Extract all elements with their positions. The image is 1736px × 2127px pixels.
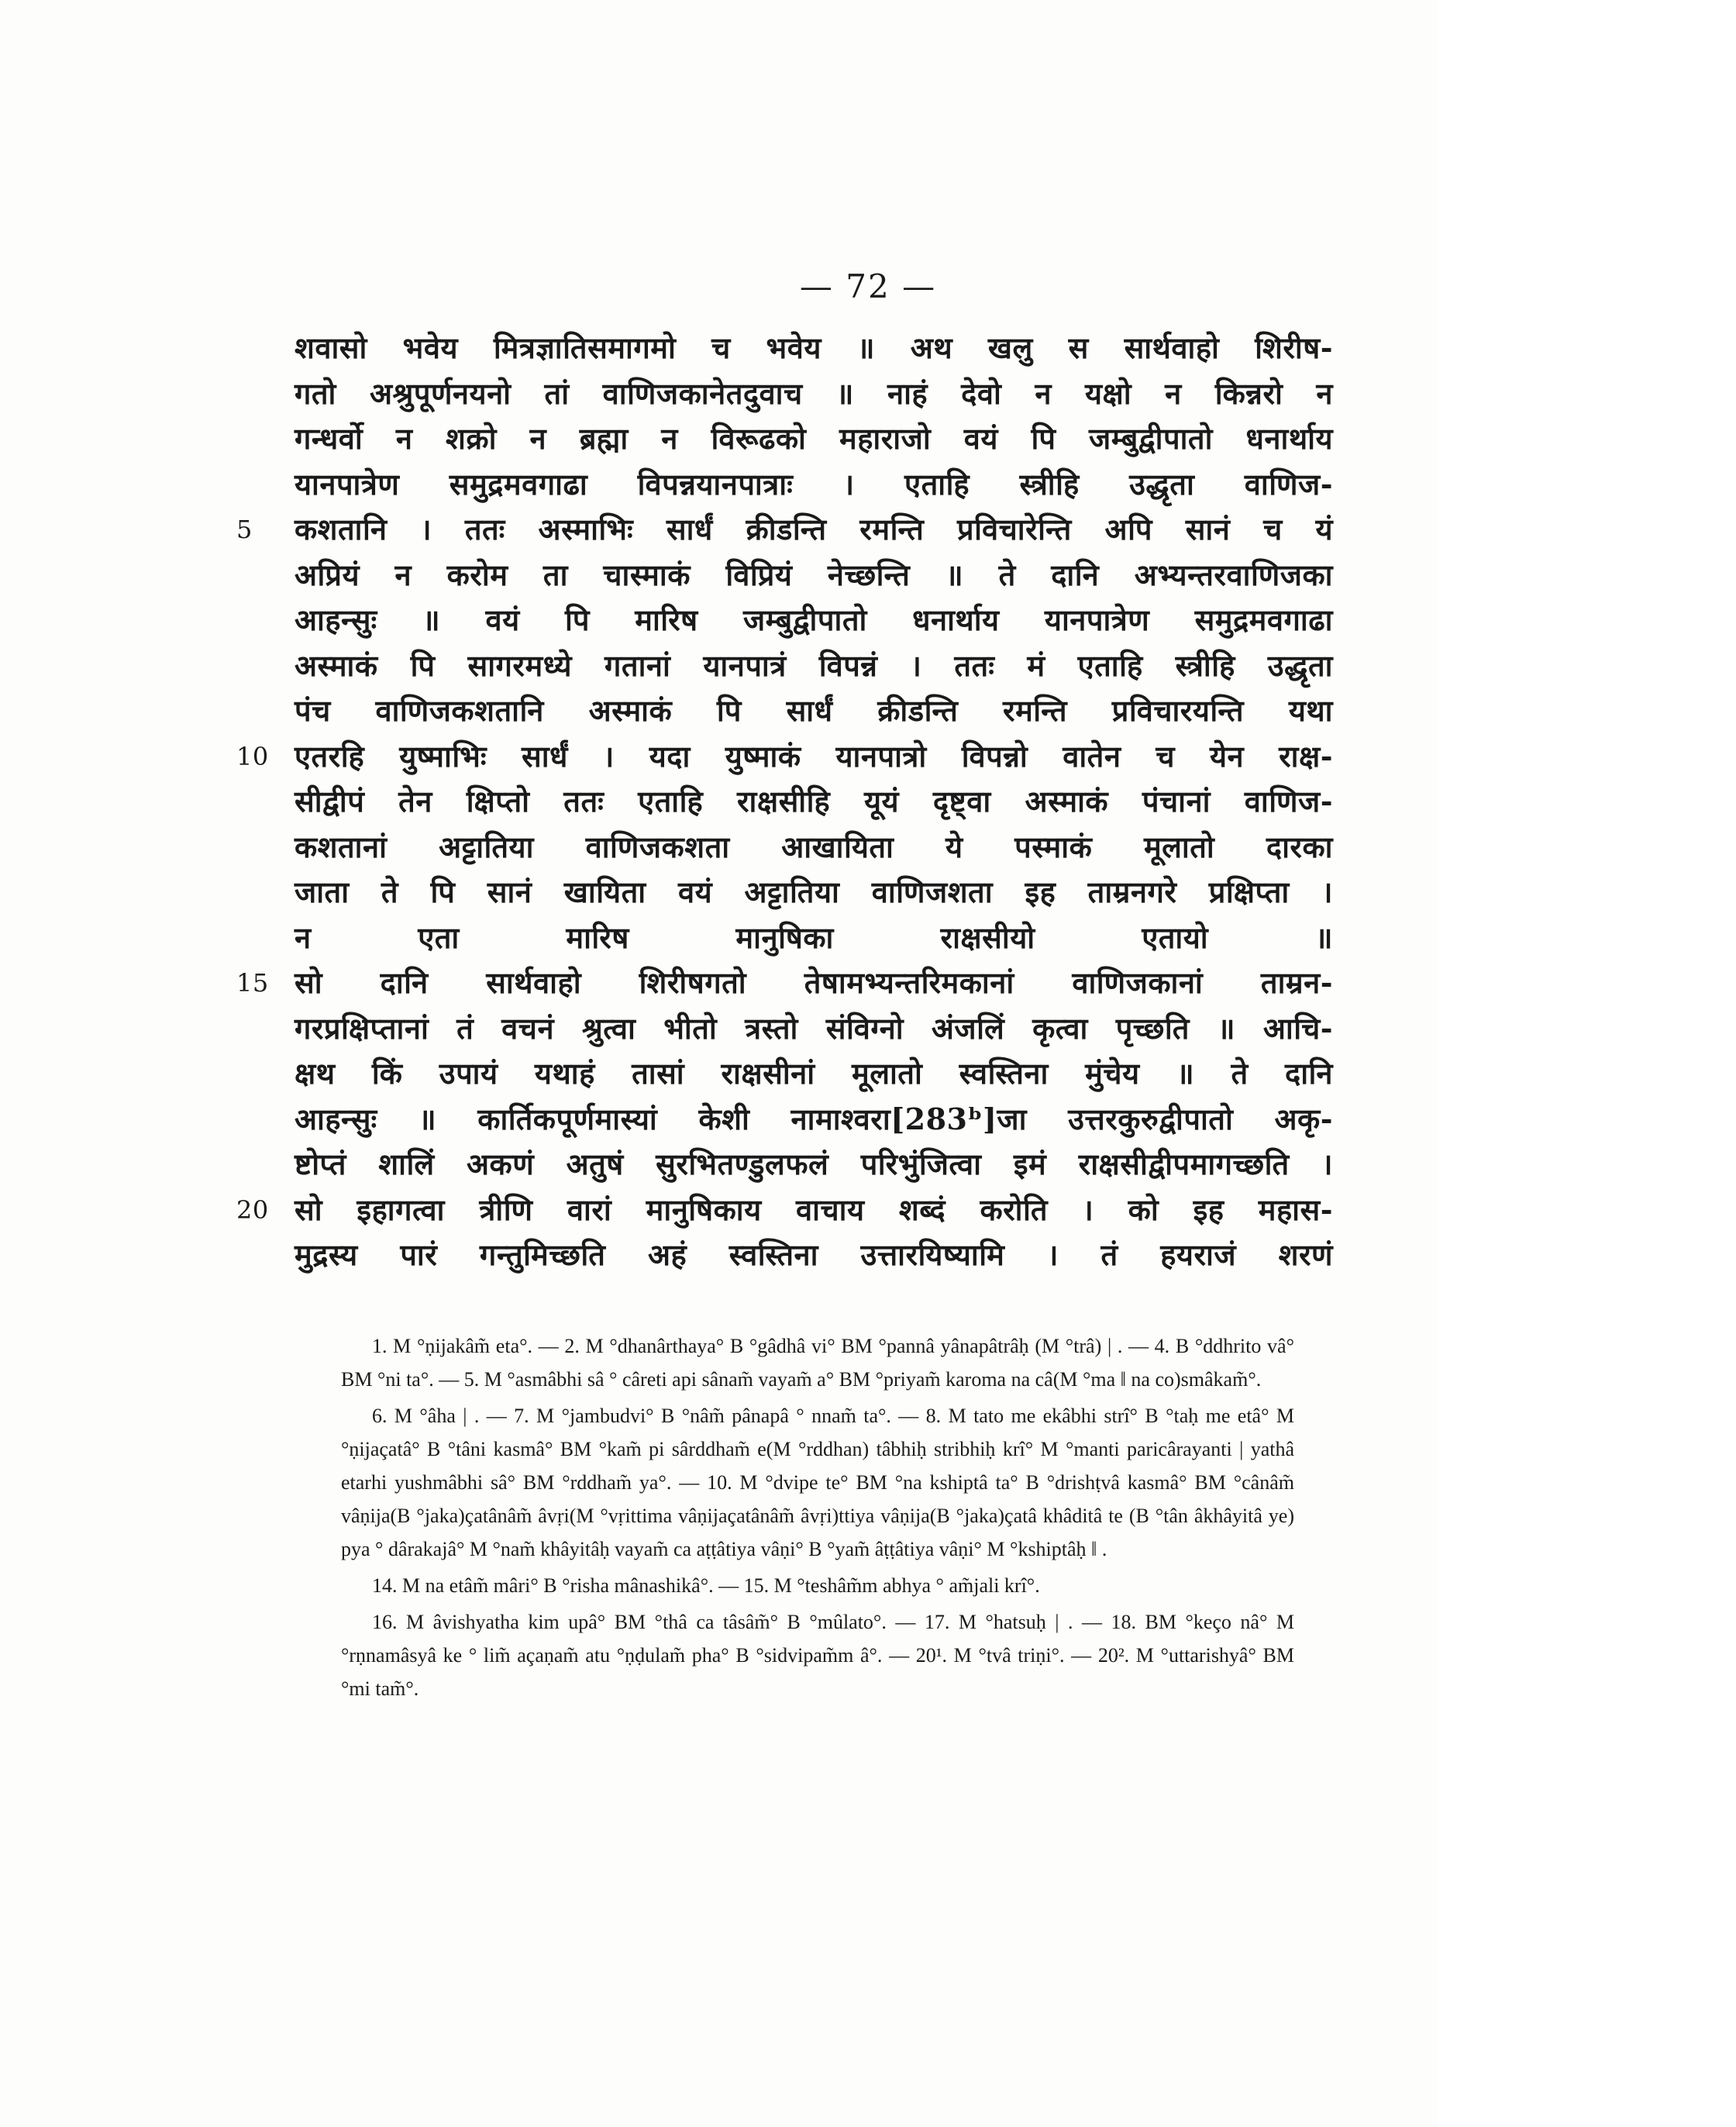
text-line [294,416,1333,462]
text-line [294,825,1333,870]
text-line [294,779,1333,825]
text-line [294,1006,1333,1052]
line-text: क्षथ किं उपायं यथाहं तासां राक्षसीनां मूलातो स्वस्तिना मुंचेय ॥ ते दानि [294,1056,1333,1091]
text-line [294,1097,1333,1143]
text-line [294,598,1333,643]
text-line [294,870,1333,915]
footnote-paragraph: 16. M âvishyatha kim upâ° BM °thâ ca tâsâm̃° B °mûlato°. — 17. M °hatsuḥ | . — 18. BM °keço nâ° M °rṇnamâsyâ ke ° lim̃ açaṇam̃ atu °ṇḍulam̃ pha° B °sidvipam̃m â°. — 20¹. M °tvâ triṇi°. — 20². M °uttarishyâ° BM °mi tam̃°. [341,1611,1294,1700]
line-text: जाता ते पि सानं खायिता वयं अट्टातिया वाणिजशता इह ताम्रनगरे प्रक्षिप्ता । [294,874,1333,909]
line-text: पंच वाणिजकशतानि अस्माकं पि सार्धं क्रीडन्ति रमन्ति प्रविचारयन्ति यथा [294,693,1333,728]
text-line [294,643,1333,689]
text-line [236,960,1333,1006]
footnote-paragraph: 1. M °ṇijakâm̃ eta°. — 2. M °dhanârthaya° B °gâdhâ vi° BM °pannâ yânapâtrâḥ (M °trâ) | . — 4. B °ddhrito vâ° BM °ni ta°. — 5. M °asmâbhi sâ ° câreti api sânam̃ vayam̃ a° BM °priyam̃ karoma na câ(M °ma ‖ na co)smâkam̃°. [341,1335,1294,1391]
line-text: एतरहि युष्माभिः सार्धं । यदा युष्माकं यानपात्रो विपन्नो वातेन च येन राक्ष- [294,738,1333,774]
line-text: न एता मारिष मानुषिका राक्षसीयो एतायो ॥ [294,919,1333,955]
text-line [294,371,1333,417]
page-number: — 72 — [799,267,937,305]
line-text: सो दानि सार्थवाहो शिरीषगतो तेषामभ्यन्तरिमकानां वाणिजकानां ताम्रन- [294,965,1333,1000]
text-line [294,688,1333,734]
footnote-paragraph: 6. M °âha | . — 7. M °jambudvi° B °nâm̃ pânapâ ° nnam̃ ta°. — 8. M tato me ekâbhi strî° B °taḥ me etâ° M °ṇijaçatâ° B °tâni kasmâ° BM °kam̃ pi sârddham̃ e(M °rddhan) tâbhiḥ stribhiḥ krî° M °manti paricârayanti | yathâ etarhi yushmâbhi sâ° BM °rddham̃ ya°. — 10. M °dvipe te° BM °na kshiptâ ta° B °drishṭvâ kasmâ° BM °cânâm̃ vâṇija(B °jaka)çatânâm̃ âvṛi(M °vṛittima vâṇijaçatânâm̃ âvṛi)ttiya vâṇija(B °jaka)çatâ khâditâ te (B °tân âkhâyitâ ye) pya ° dârakajâ° M °nam̃ khâyitâḥ vayam̃ ca aṭṭâtiya vâṇi° B °yam̃ âṭṭâtiya vâṇi° M °kshiptâḥ ‖ . [341,1405,1294,1560]
text-line [294,462,1333,508]
text-line [236,734,1333,780]
text-line [236,507,1333,553]
footnote-paragraph: 14. M na etâm̃ mâri° B °risha mânashikâ°. — 15. M °teshâm̃m abhya ° am̃jali krî°. [372,1574,1040,1597]
text-line [294,1232,1333,1278]
line-text: मुद्रस्य पारं गन्तुमिच्छति अहं स्वस्तिना उत्तारयिष्यामि । तं हयराजं शरणं [294,1237,1333,1272]
line-text: अस्माकं पि सागरमध्ये गतानां यानपात्रं विपन्नं । ततः मं एताहि स्त्रीहि उद्धृता [294,647,1333,683]
line-text: आहन्सुः ॥ कार्तिकपूर्णमास्यां केशी नामाश्वरा[283ᵇ]जा उत्तरकुरुद्वीपातो अकृ- [294,1101,1333,1136]
line-number: 10 [236,741,269,771]
line-number: 15 [236,968,269,998]
line-text: गतो अश्रुपूर्णनयनो तां वाणिजकानेतदुवाच ॥ नाहं देवो न यक्षो न किन्नरो न [294,375,1333,411]
text-line [294,1142,1333,1188]
footnotes-block [341,1329,1294,1708]
line-text: कशतानि । ततः अस्माभिः सार्धं क्रीडन्ति रमन्ति प्रविचारेन्ति अपि सानं च यं [294,512,1333,546]
line-text: ष्टोप्तं शालिं अकणं अतुषं सुरभितण्डुलफलं परिभुंजित्वा इमं राक्षसीद्वीपमागच्छति । [294,1146,1333,1181]
line-number: 20 [236,1194,269,1225]
line-text: गन्धर्वो न शक्रो न ब्रह्मा न विरूढको महाराजो वयं पि जम्बुद्वीपातो धनार्थाय [294,421,1333,456]
text-line [294,1051,1333,1097]
line-text: सो इहागत्वा त्रीणि वारां मानुषिकाय वाचाय शब्दं करोति । को इह महास- [294,1191,1333,1227]
line-text: कशतानां अट्टातिया वाणिजकशता आखायिता ये पस्माकं मूलातो दारका [294,829,1333,864]
text-line [294,553,1333,598]
line-number: 5 [236,515,253,544]
text-line [294,326,1333,371]
line-text: सीद्वीपं तेन क्षिप्तो ततः एताहि राक्षसीहि यूयं दृष्ट्वा अस्माकं पंचानां वाणिज- [294,784,1333,819]
line-text: शवासो भवेय मित्रज्ञातिसमागमो च भवेय ॥ अथ खलु स सार्थवाहो शिरीष- [294,330,1333,365]
line-text: आहन्सुः ॥ वयं पि मारिष जम्बुद्वीपातो धनार्थाय यानपात्रेण समुद्रमवगाढा [294,602,1333,637]
sanskrit-text-block [236,326,1333,1278]
line-text: यानपात्रेण समुद्रमवगाढा विपन्नयानपात्राः । एताहि स्त्रीहि उद्धृता वाणिज- [294,466,1333,502]
text-line [294,915,1333,961]
line-text: अप्रियं न करोम ता चास्माकं विप्रियं नेच्छन्ति ॥ ते दानि अभ्यन्तरवाणिजका [294,557,1333,592]
line-text: गरप्रक्षिप्तानां तं वचनं श्रुत्वा भीतो त्रस्तो संविग्नो अंजलिं कृत्वा पृच्छति ॥ आचि- [294,1010,1333,1046]
text-line [236,1188,1333,1233]
